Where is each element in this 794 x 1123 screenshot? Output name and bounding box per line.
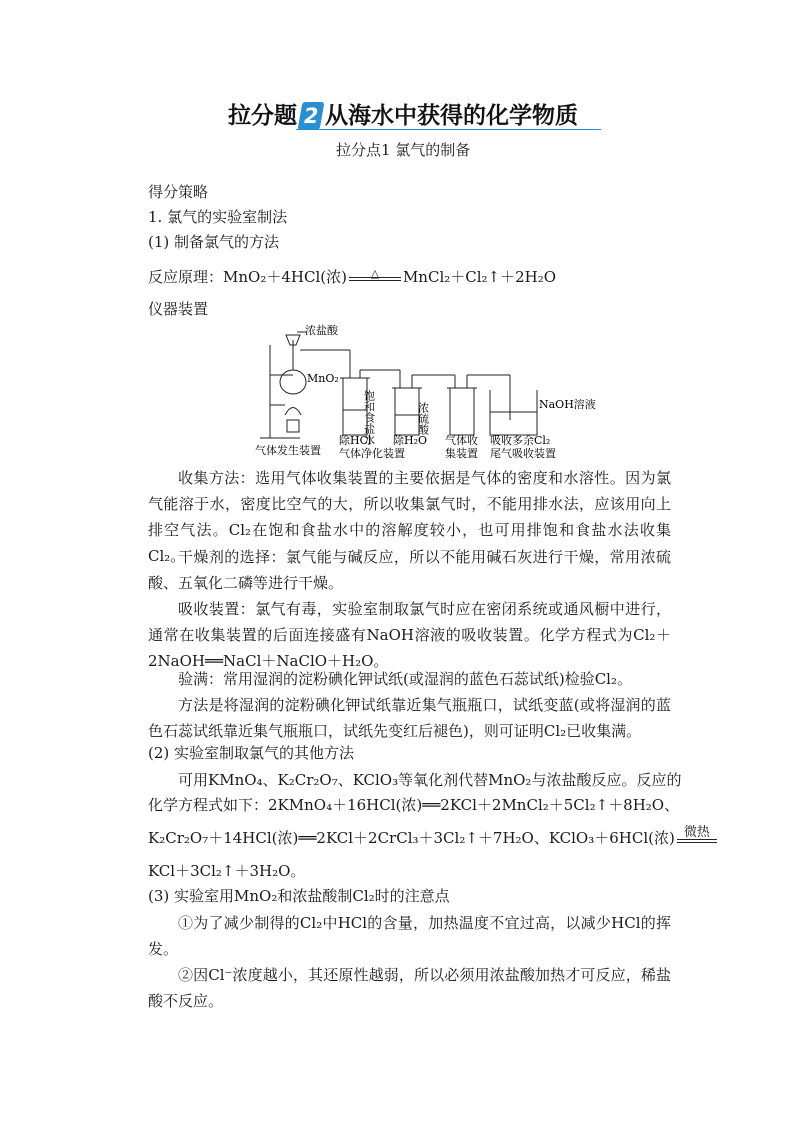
label-conc-hcl: 浓盐酸 — [305, 324, 338, 337]
other-line-4: KCl＋3Cl₂↑＋3H₂O。 — [148, 862, 306, 880]
paragraph-absorb: 吸收装置：氯气有毒，实验室制取氯气时应在密闭系统或通风橱中进行，通常在收集装置的后面连接盛有NaOH溶液的吸收装置。化学方程式为Cl₂＋2NaOH══NaCl＋NaClO＋H₂O。 — [148, 600, 671, 670]
other-line-3 — [148, 826, 717, 850]
label-collect-a: 气体收 — [445, 434, 478, 447]
sub-heading-1: (1) 制备氯气的方法 — [148, 233, 280, 251]
title-prefix: 拉分题 — [228, 103, 297, 129]
label-mno2: MnO₂ — [307, 372, 339, 385]
page-title — [228, 100, 578, 132]
other-line-1: 可用KMnO₄、K₂Cr₂O₇、KClO₃等氧化剂代替MnO₂与浓盐酸反应。反应的 — [178, 771, 682, 789]
reaction-left: MnO₂＋4HCl(浓) — [223, 268, 347, 286]
label-absorb-a: 吸收多余Cl₂ — [490, 434, 551, 447]
reaction-right: MnCl₂＋Cl₂↑＋2H₂O — [402, 268, 557, 286]
title-underline — [296, 129, 601, 130]
label-purify: 气体净化装置 — [339, 447, 405, 460]
reaction-label: 反应原理： — [148, 268, 224, 286]
sub-heading-3: (3) 实验室用MnO₂和浓盐酸制Cl₂时的注意点 — [148, 887, 450, 905]
section-heading: 得分策略 — [148, 183, 209, 201]
other-line-3-text: K₂Cr₂O₇＋14HCl(浓)══2KCl＋2CrCl₃＋3Cl₂↑＋7H₂O、KClO₃＋6HCl(浓) — [148, 829, 675, 847]
paragraph-method: 方法是将湿润的淀粉碘化钾试纸靠近集气瓶瓶口，试纸变蓝(或将湿润的蓝色石蕊试纸靠近集气瓶瓶口，试纸先变红后褪色)，则可证明Cl₂已收集满。 — [148, 696, 671, 740]
item-1: 1. 氯气的实验室制法 — [148, 208, 288, 226]
slight-heat-arrow — [677, 825, 717, 849]
note-2: ②因Cl⁻浓度越小，其还原性越弱，所以必须用浓盐酸加热才可反应，稀盐酸不反应。 — [148, 966, 671, 1010]
label-purify-b: 除H₂O — [393, 434, 428, 447]
title-number-badge: 2 — [298, 102, 325, 130]
label-naoh: NaOH溶液 — [539, 398, 596, 411]
apparatus-diagram — [255, 320, 596, 460]
label-purify-a: 除HCl — [339, 434, 372, 447]
label-absorb-b: 尾气吸收装置 — [490, 447, 556, 460]
paragraph-dry: 干燥剂的选择：氯气能与碱反应，所以不能用碱石灰进行干燥，常用浓硫酸、五氧化二磷等进行干燥。 — [148, 548, 671, 592]
slight-heat-label: 微热 — [683, 825, 710, 840]
label-collect-b: 集装置 — [445, 447, 478, 460]
other-line-2: 化学方程式如下：2KMnO₄＋16HCl(浓)══2KCl＋2MnCl₂＋5Cl₂↑＋8H₂O、 — [148, 796, 680, 814]
subtitle: 拉分点1 氯气的制备 — [336, 141, 471, 159]
apparatus-svg — [255, 320, 596, 460]
title-main: 从海水中获得的化学物质 — [325, 103, 578, 129]
paragraph-collect: 收集方法：选用气体收集装置的主要依据是气体的密度和水溶性。因为氯气能溶于水，密度比空气的大，所以收集氯气时，不能用排水法，应该用向上排空气法。Cl₂在饱和食盐水中的溶解度较小，也可用排饱和食盐水法收集Cl₂。 — [148, 469, 671, 565]
note-1: ①为了减少制得的Cl₂中HCl的含量，加热温度不宜过高，以减少HCl的挥发。 — [148, 914, 671, 958]
apparatus-label: 仪器装置 — [148, 300, 209, 318]
label-gen: 气体发生装置 — [255, 444, 321, 457]
reaction-arrow — [349, 268, 401, 288]
reaction-line — [148, 265, 556, 289]
label-saturated-salt: 饱和食盐水 — [362, 390, 376, 445]
label-conc-h2so4: 浓硫酸 — [416, 402, 430, 435]
paragraph-full: 验满：常用湿润的淀粉碘化钾试纸(或湿润的蓝色石蕊试纸)检验Cl₂。 — [178, 670, 632, 688]
sub-heading-2: (2) 实验室制取氯气的其他方法 — [148, 744, 355, 762]
heat-symbol: △ — [370, 267, 380, 280]
